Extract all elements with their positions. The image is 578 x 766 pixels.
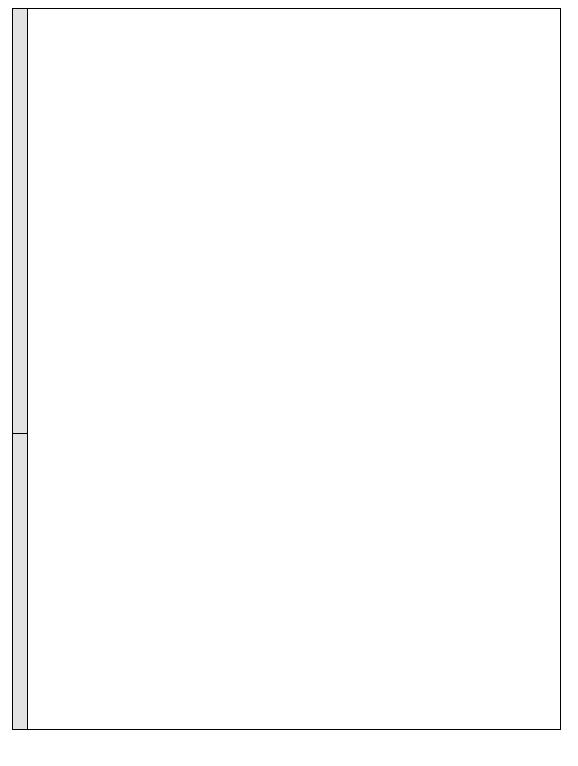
evaluation-table [12,8,561,730]
category-cell [13,9,28,434]
category-cell [13,434,28,729]
